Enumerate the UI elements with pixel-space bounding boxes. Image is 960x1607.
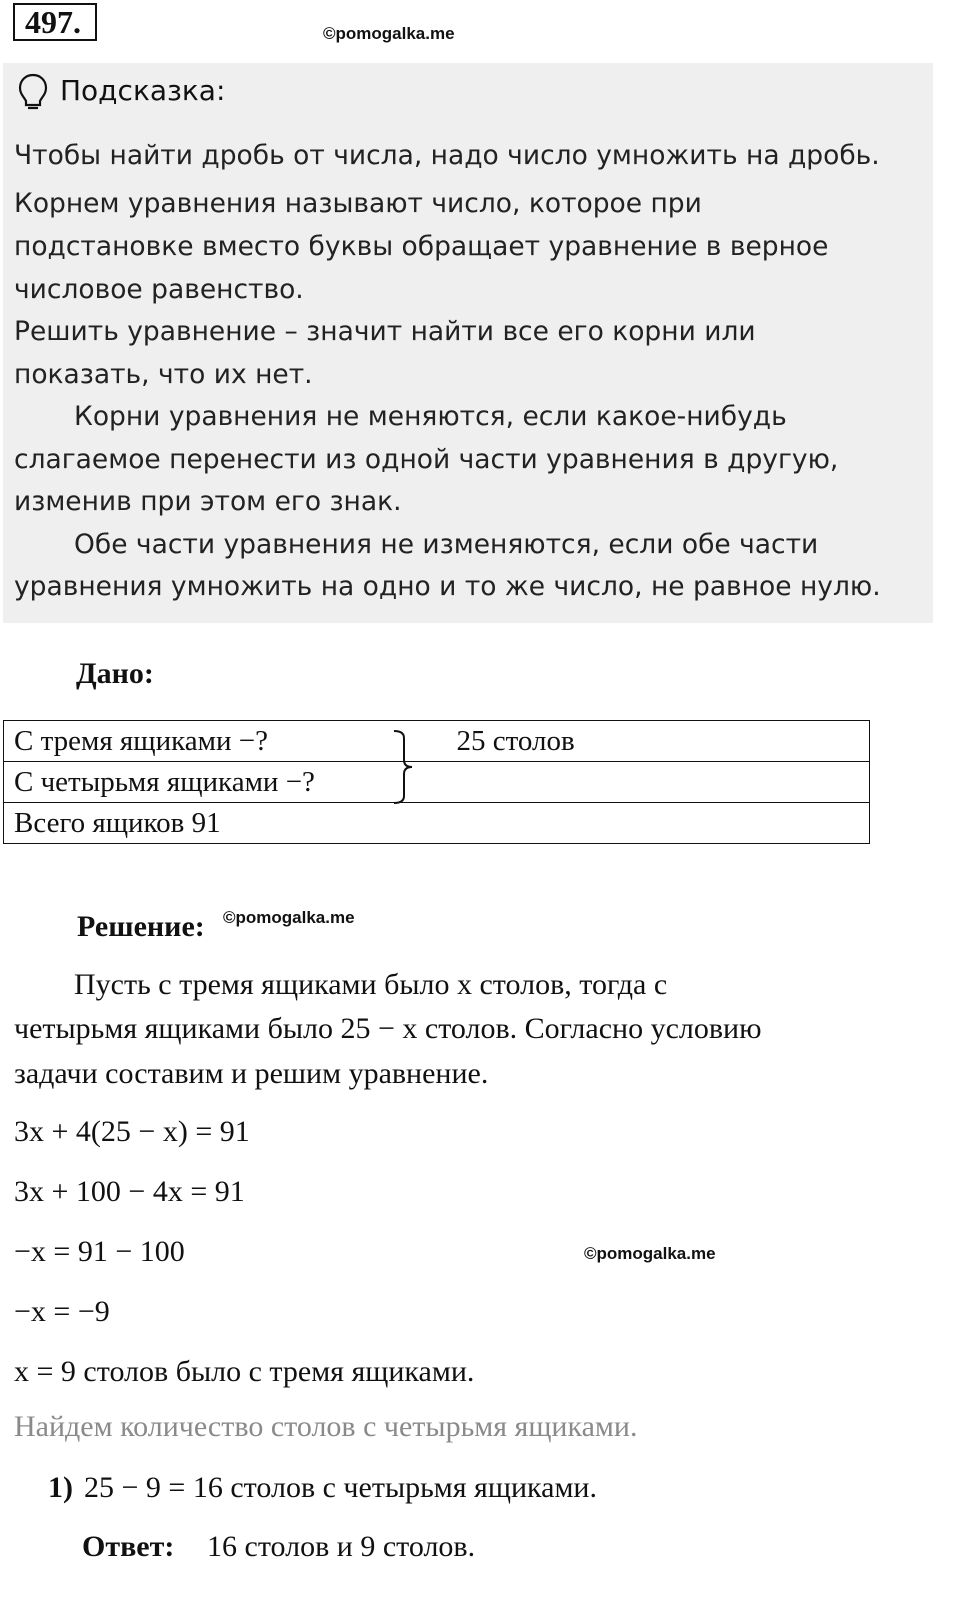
table-row [4,721,870,762]
gray-note: Найдем количество столов с четырьмя ящиками. [14,1410,638,1443]
watermark: ©pomogalka.me [323,24,455,43]
brace-icon [390,728,420,806]
hint-line: Чтобы найти дробь от числа, надо число умножить на дробь. [14,140,880,171]
problem-number: 497. [13,3,97,41]
table-row [4,762,870,803]
given-table [3,720,870,844]
hint-line: изменив при этом его знак. [14,486,402,517]
given-label: С тремя ящиками −? [14,725,268,757]
solution-paragraph-line: четырьмя ящиками было 25 − x столов. Согласно условию [14,1012,762,1045]
hint-line: Решить уравнение – значит найти все его корни или [14,316,756,347]
equation: −x = −9 [14,1295,110,1328]
given-note: 25 столов [456,725,575,757]
watermark: ©pomogalka.me [584,1244,716,1263]
hint-line: слагаемое перенести из одной части уравнения в другую, [14,444,839,475]
step-number: 1) [48,1471,73,1504]
hint-line: показать, что их нет. [14,359,313,390]
table-cell [4,803,870,844]
hint-title: Подсказка: [60,74,226,107]
equation: 3x + 4(25 − x) = 91 [14,1115,250,1148]
hint-line: числовое равенство. [14,274,304,305]
equation: −x = 91 − 100 [14,1235,185,1268]
hint-line: Обе части уравнения не изменяются, если обе части [74,529,819,560]
given-label: Всего ящиков 91 [14,807,221,839]
given-label: С четырьмя ящиками −? [14,766,315,798]
hint-line: Корни уравнения не меняются, если какое-нибудь [74,401,787,432]
solution-title: Решение: [77,910,205,943]
hint-line: Корнем уравнения называют число, которое при [14,188,702,219]
answer-text: 16 столов и 9 столов. [207,1530,476,1563]
lightbulb-icon [17,72,49,112]
table-cell [4,762,870,803]
equation: 3x + 100 − 4x = 91 [14,1175,245,1208]
hint-line: уравнения умножить на одно и то же число, не равное нулю. [14,571,881,602]
solution-paragraph-line: Пусть с тремя ящиками было x столов, тогда с [74,968,668,1001]
table-cell [4,721,870,762]
given-title: Дано: [76,657,154,690]
equation: x = 9 столов было с тремя ящиками. [14,1355,475,1388]
hint-line: подстановке вместо буквы обращает уравнение в верное [14,231,829,262]
watermark: ©pomogalka.me [223,908,355,927]
answer-label: Ответ: [82,1530,175,1563]
step-text: 25 − 9 = 16 столов с четырьмя ящиками. [84,1471,597,1504]
solution-paragraph-line: задачи составим и решим уравнение. [14,1057,489,1090]
table-row [4,803,870,844]
